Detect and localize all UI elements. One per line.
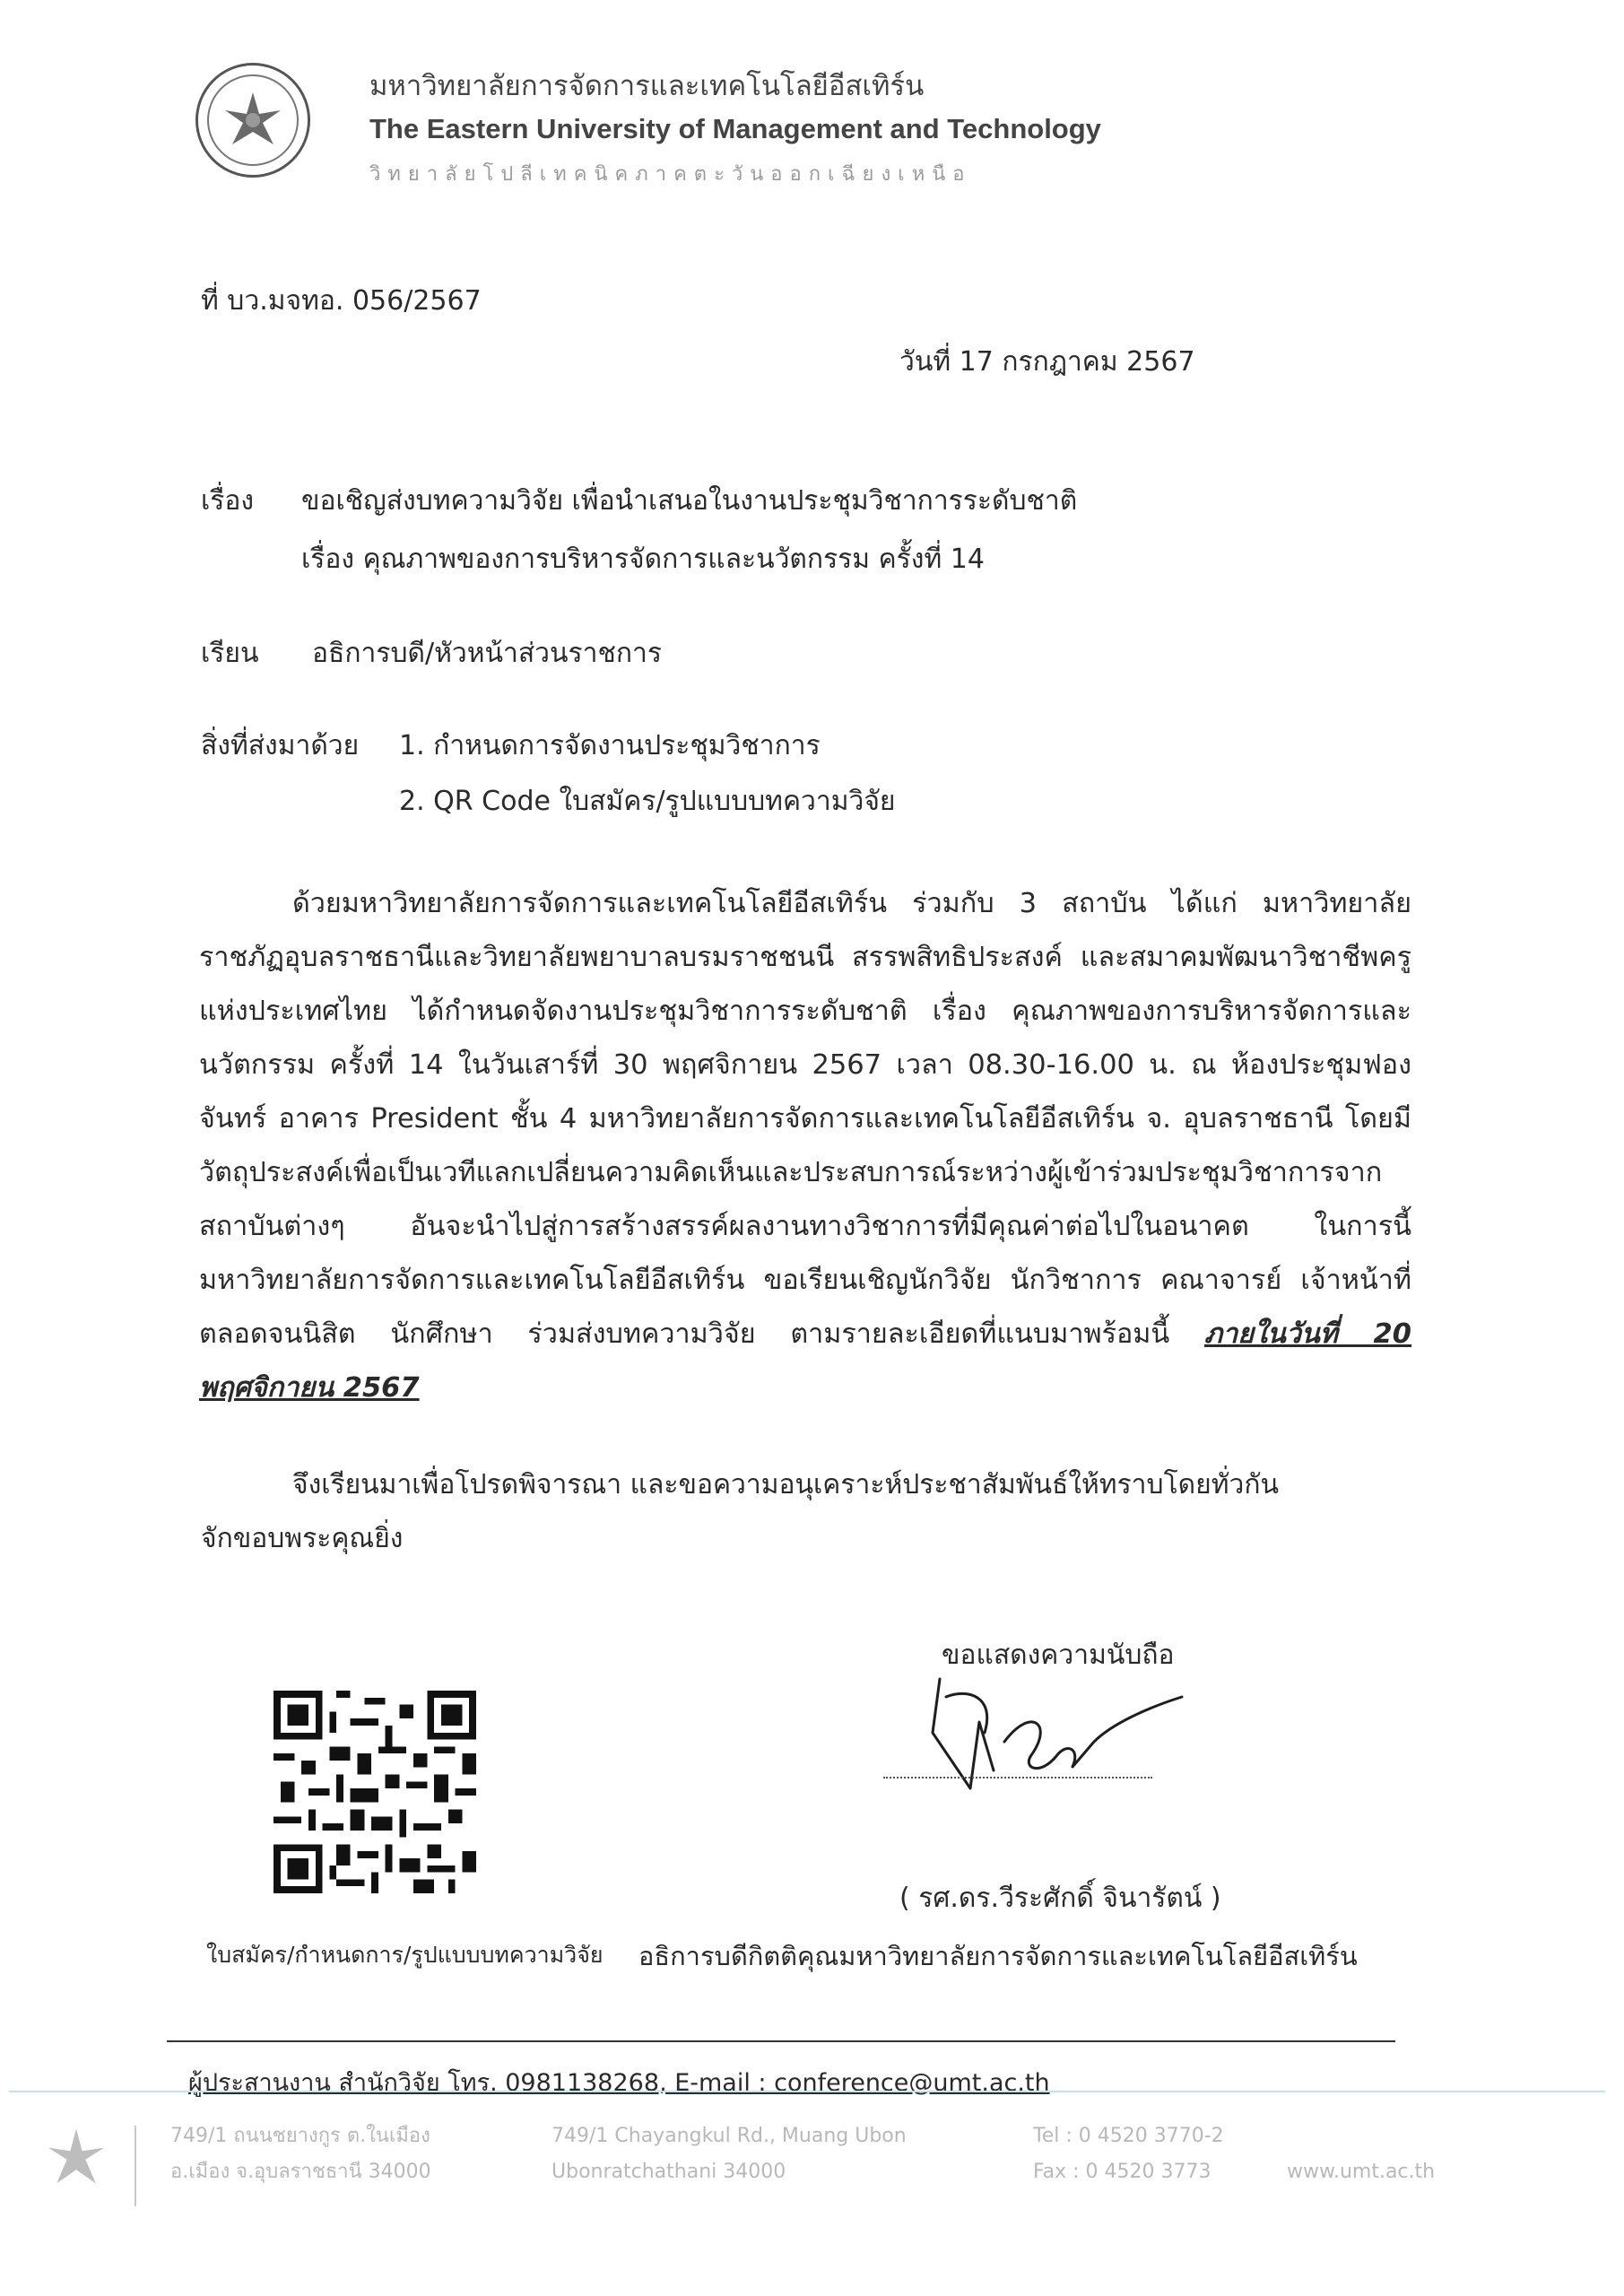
university-seal-logo [195, 63, 310, 178]
footer-separator [135, 2126, 136, 2206]
coordinator-contact: ผู้ประสานงาน สำนักวิจัย โทร. 0981138268, E-mail : conference@umt.ac.th [188, 2069, 1050, 2097]
signer-title: อธิการบดีกิตติคุณมหาวิทยาลัยการจัดการและเทคโนโลยีอีสเทิร์น [638, 1941, 1358, 1971]
letter-body-paragraph [199, 877, 1411, 1415]
body-text: ด้วยมหาวิทยาลัยการจัดการและเทคโนโลยีอีสเทิร์น ร่วมกับ 3 สถาบัน ได้แก่ มหาวิทยาลัยราชภัฏอุบลราชธานีและวิทยาลัยพยาบาลบรมราชชนนี สรรพสิทธิประสงค์ และสมาคมพัฒนาวิชาชีพครูแห่งประเทศไทย ได้กำหนดจัดงานประชุมวิชาการระดับชาติ เรื่อง คุณภาพของการบริหารจัดการและนวัตกรรม ครั้งที่ 14 ในวันเสาร์ที่ 30 พฤศจิกายน 2567 เวลา 08.30-16.00 น. ณ ห้องประชุมฟองจันทร์ อาคาร President ชั้น 4 มหาวิทยาลัยการจัดการและเทคโนโลยีอีสเทิร์น จ. อุบลราชธานี โดยมีวัตถุประสงค์เพื่อเป็นเวทีแลกเปลี่ยนความคิดเห็นและประสบการณ์ระหว่างผู้เข้าร่วมประชุมวิชาการจากสถาบันต่างๆ อันจะนำไปสู่การสร้างสรรค์ผลงานทางวิชาการที่มีคุณค่าต่อไปในอนาคต ในการนี้ มหาวิทยาลัยการจัดการและเทคโนโลยีอีสเทิร์น ขอเรียนเชิญนักวิจัย นักวิชาการ คณาจารย์ เจ้าหน้าที่ ตลอดจนนิสิต นักศึกษา ร่วมส่งบทความวิจัย ตามรายละเอียดที่แนบมาพร้อมนี้ [199, 888, 1411, 1350]
university-former-name: วิทยาลัยโปลีเทคนิคภาคตะวันออกเฉียงเหนือ [369, 163, 972, 186]
subject-line-1: ขอเชิญส่งบทความวิจัย เพื่อนำเสนอในงานประชุมวิชาการระดับชาติ [301, 485, 1078, 517]
address-english-line-2: Ubonratchathani 34000 [551, 2161, 786, 2183]
signature-image [897, 1670, 1184, 1805]
closing-line-2: จักขอบพระคุณยิ่ง [201, 1523, 404, 1554]
university-name-english: The Eastern University of Management and Technology [369, 113, 1101, 144]
address-thai-line-1: 749/1 ถนนชยางกูร ต.ในเมือง [170, 2125, 430, 2147]
address-thai-line-2: อ.เมือง จ.อุบลราชธานี 34000 [170, 2161, 431, 2183]
letter-date: วันที่ 17 กรกฎาคม 2567 [899, 346, 1195, 378]
qr-caption: ใบสมัคร/กำหนดการ/รูปแบบบทความวิจัย [206, 1942, 604, 1968]
enclosure-item-1: 1. กำหนดการจัดงานประชุมวิชาการ [399, 730, 821, 761]
footer-fax: Fax : 0 4520 3773 [1033, 2161, 1211, 2183]
letter-reference-number: ที่ บว.มจทอ. 056/2567 [201, 285, 482, 317]
qr-code [274, 1689, 476, 1895]
footer-telephone: Tel : 0 4520 3770-2 [1033, 2125, 1224, 2147]
footer-emblem-icon [45, 2126, 108, 2188]
footer-light-line [9, 2091, 1605, 2092]
seal-emblem-icon [220, 87, 286, 153]
to-recipient: อธิการบดี/หัวหน้าส่วนราชการ [312, 638, 662, 669]
subject-label: เรื่อง [201, 485, 255, 517]
footer-divider [167, 2040, 1395, 2042]
enclosure-label: สิ่งที่ส่งมาด้วย [201, 730, 360, 761]
signer-name: ( รศ.ดร.วีระศักดิ์ จินารัตน์ ) [899, 1883, 1221, 1914]
address-english-line-1: 749/1 Chayangkul Rd., Muang Ubon [551, 2125, 907, 2147]
signature-dotted-line [883, 1777, 1152, 1779]
salutation: ขอแสดงความนับถือ [942, 1639, 1175, 1671]
university-name-thai: มหาวิทยาลัยการจัดการและเทคโนโลยีอีสเทิร์น [369, 70, 925, 102]
subject-line-2: เรื่อง คุณภาพของการบริหารจัดการและนวัตกรรม ครั้งที่ 14 [301, 544, 985, 575]
submission-deadline: ภายในวันที่ 20 พฤศจิกายน 2567 [199, 1318, 1411, 1404]
closing-line-1: จึงเรียนมาเพื่อโปรดพิจารณา และขอความอนุเคราะห์ประชาสัมพันธ์ให้ทราบโดยทั่วกัน [292, 1469, 1280, 1500]
enclosure-item-2: 2. QR Code ใบสมัคร/รูปแบบบทความวิจัย [399, 786, 896, 817]
footer-website: www.umt.ac.th [1287, 2161, 1436, 2183]
to-label: เรียน [201, 638, 259, 669]
